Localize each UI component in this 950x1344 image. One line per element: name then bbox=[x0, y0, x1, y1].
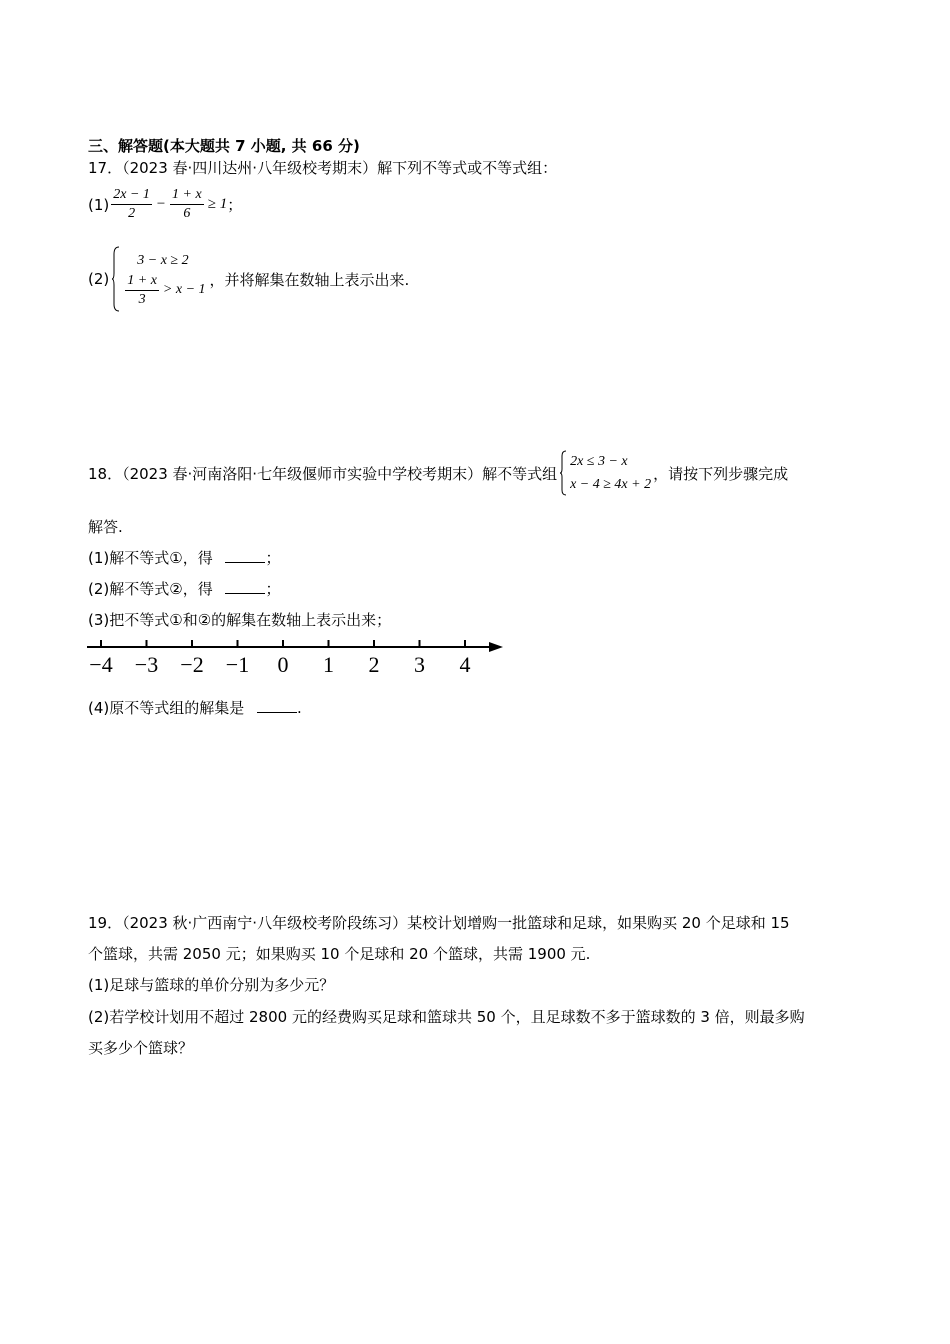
q18-system bbox=[570, 450, 651, 496]
number-line-tick-label: 0 bbox=[277, 652, 289, 677]
q17-part1-end: ； bbox=[227, 196, 243, 214]
q18-step2-text: (2)解不等式②，得 bbox=[88, 580, 213, 598]
q17-rhs: ≥ 1 bbox=[207, 196, 228, 212]
q17-frac2 bbox=[170, 186, 204, 223]
q17-system bbox=[125, 250, 205, 309]
q18-step3: (3)把不等式①和②的解集在数轴上表示出来； bbox=[88, 611, 392, 629]
q17-frac2-numerator: 1 + x bbox=[170, 186, 204, 205]
q19-part1: (1)足球与篮球的单价分别为多少元？ bbox=[88, 976, 335, 994]
q18-sys-line1: 2x ≤ 3 − x bbox=[570, 454, 628, 469]
q17-sys-frac bbox=[125, 272, 159, 309]
q19-line1: 19．（2023 秋·广西南宁·八年级校考阶段练习）某校计划增购一批篮球和足球，如果购买 20 个足球和 15 bbox=[88, 914, 790, 932]
q18-step4-period: . bbox=[297, 699, 302, 717]
q18-step1-blank bbox=[225, 548, 265, 563]
number-line-tick-label: 2 bbox=[368, 652, 380, 677]
q17-sys-frac-numerator: 1 + x bbox=[125, 272, 159, 291]
q18-stem-row bbox=[88, 450, 788, 496]
number-line-tick-label: −3 bbox=[134, 652, 159, 677]
section-title: 三、解答题(本大题共 7 小题, 共 66 分) bbox=[88, 137, 360, 155]
q18-step1 bbox=[88, 547, 281, 568]
q18-step2-semicolon: ； bbox=[265, 580, 281, 598]
q17-frac1-numerator: 2x − 1 bbox=[111, 186, 152, 205]
number-line-tick-label: 4 bbox=[459, 652, 471, 677]
q17-sys-frac-denominator: 3 bbox=[138, 291, 146, 307]
number-line-tick-label: 3 bbox=[414, 652, 425, 677]
q18-stem-cont: 解答. bbox=[88, 518, 123, 536]
number-line-ticks bbox=[89, 640, 470, 677]
q17-part2 bbox=[88, 246, 409, 312]
left-brace-icon bbox=[559, 450, 567, 496]
q17-stem: 17．（2023 春·四川达州·八年级校考期末）解下列不等式或不等式组： bbox=[88, 159, 558, 177]
q18-step4 bbox=[88, 697, 302, 718]
left-brace-icon bbox=[111, 246, 121, 312]
q19-line2: 个篮球，共需 2050 元；如果购买 10 个足球和 20 个篮球，共需 1900 元. bbox=[88, 945, 591, 963]
q18-sys-line2: x − 4 ≥ 4x + 2 bbox=[570, 477, 652, 492]
q17-minus: − bbox=[155, 196, 167, 212]
q17-frac2-denominator: 6 bbox=[183, 206, 191, 221]
q17-part1-label: (1) bbox=[88, 195, 110, 214]
q17-sys-line1: 3 − x ≥ 2 bbox=[137, 252, 189, 268]
q18-step2 bbox=[88, 578, 281, 599]
q18-step1-text: (1)解不等式①，得 bbox=[88, 549, 213, 567]
q18-step2-blank bbox=[225, 579, 265, 594]
q18-stem-tail: ，请按下列步骤完成 bbox=[653, 464, 789, 483]
q17-frac1-denominator: 2 bbox=[128, 206, 136, 221]
q18-stem: 18．（2023 春·河南洛阳·七年级偃师市实验中学校考期末）解不等式组 bbox=[88, 464, 558, 483]
number-line bbox=[85, 634, 510, 678]
q17-part1 bbox=[88, 186, 242, 223]
number-line-tick-label: −1 bbox=[225, 652, 250, 677]
q19-part2-line2: 买多少个篮球？ bbox=[88, 1039, 194, 1057]
number-line-tick-label: −4 bbox=[89, 652, 113, 677]
number-line-tick-label: 1 bbox=[323, 652, 334, 677]
number-line-arrow-icon bbox=[489, 642, 503, 652]
number-line-tick-label: −2 bbox=[180, 652, 204, 677]
q19-part2-line1: (2)若学校计划用不超过 2800 元的经费购买足球和篮球共 50 个，且足球数不多于篮球数的 3 倍，则最多购 bbox=[88, 1008, 805, 1026]
q17-sys-rhs: > x − 1 bbox=[162, 282, 206, 297]
q17-part2-label: (2) bbox=[88, 270, 110, 288]
q18-step1-semicolon: ； bbox=[265, 549, 281, 567]
q17-part2-tail: ，并将解集在数轴上表示出来. bbox=[209, 270, 410, 289]
q18-step4-blank bbox=[257, 698, 297, 713]
q17-sys-line2 bbox=[125, 272, 205, 309]
q17-frac1 bbox=[111, 186, 152, 223]
q18-step4-text: (4)原不等式组的解集是 bbox=[88, 699, 245, 717]
